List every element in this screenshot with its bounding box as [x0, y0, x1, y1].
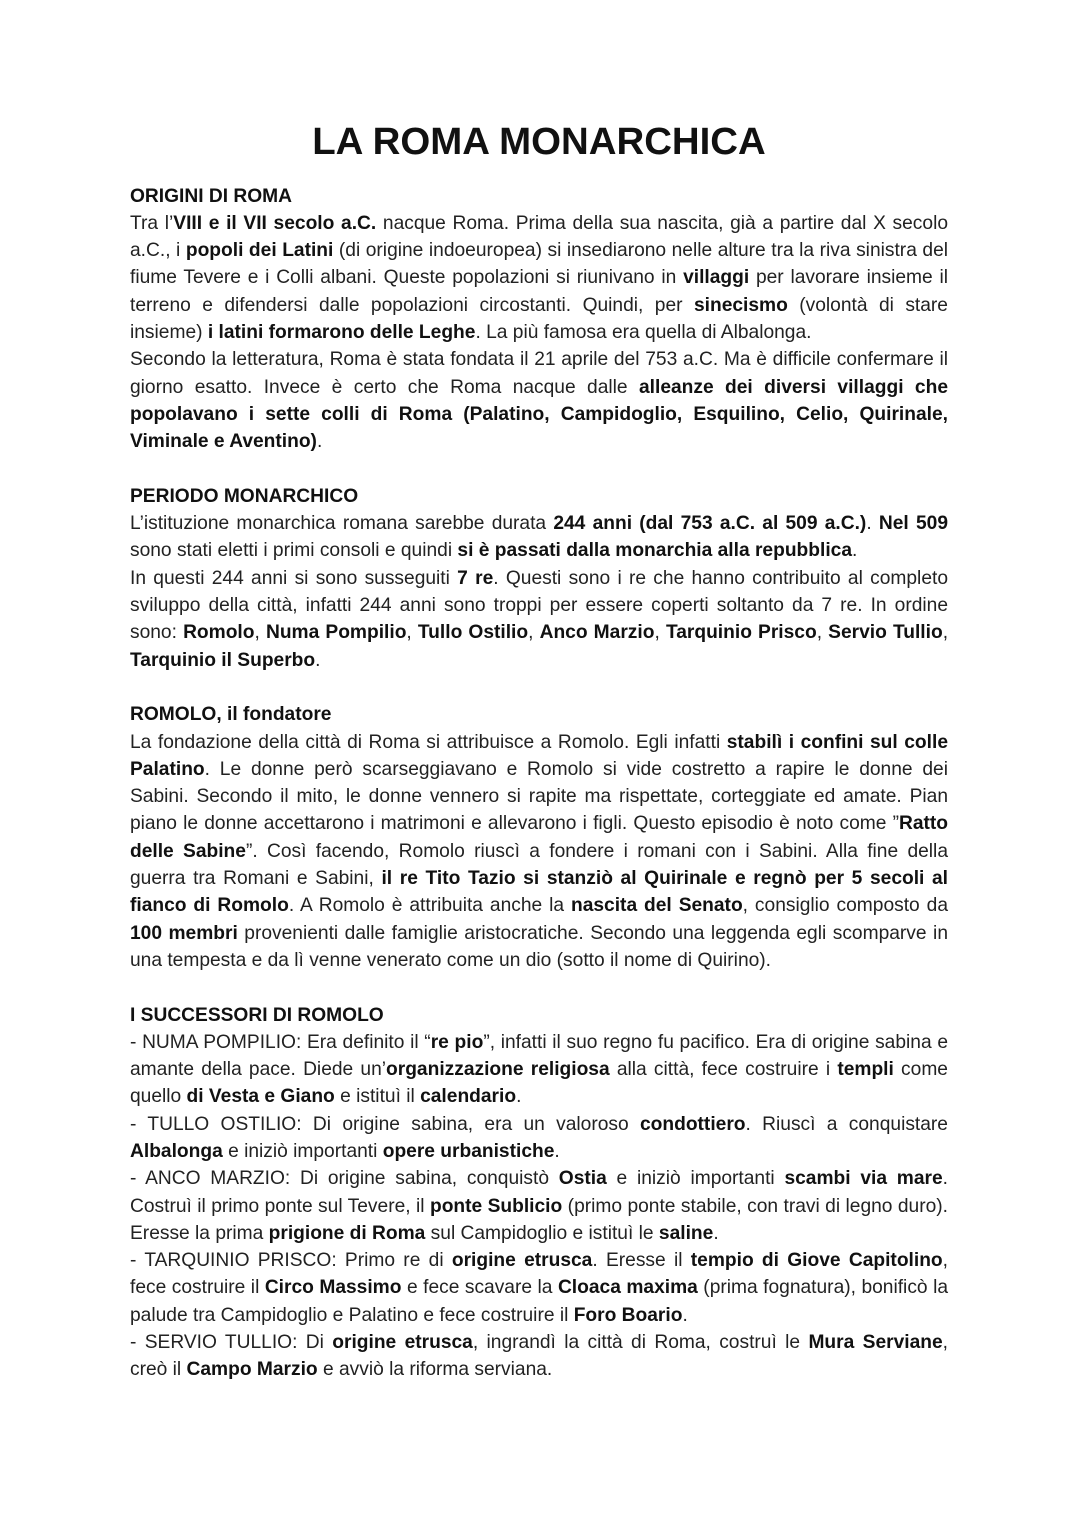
bold-text: Circo Massimo: [264, 1277, 402, 1299]
list-item-tarquinio-prisco: [130, 1247, 948, 1329]
text-run: , ingrandì la città di Roma, costruì le: [472, 1332, 809, 1354]
text-run: .: [852, 540, 858, 562]
text-run: L’istituzione monarchica romana sarebbe durata: [130, 513, 554, 535]
bold-text: Ratto delle Sabine: [130, 813, 948, 862]
text-run: (primo ponte stabile, con travi di legno duro). Eresse la prima: [130, 1195, 949, 1244]
text-run: e fece scavare la: [401, 1277, 558, 1299]
bold-text: Anco Marzio: [539, 622, 655, 644]
text-run: provenienti dalle famiglie aristocratiche. Secondo una leggenda egli scomparve in una tempesta e da lì venne venerato come un dio (sotto il nome di Quirino).: [130, 922, 948, 971]
text-run: e iniziò importanti: [222, 1140, 383, 1162]
bold-text: re pio: [430, 1031, 484, 1053]
bold-text: opere urbanistiche: [382, 1140, 555, 1162]
text-run: , creò il: [130, 1332, 948, 1381]
bold-text: Foro Boario: [573, 1304, 683, 1326]
bold-text: sinecismo: [693, 294, 788, 316]
section-periodo-monarchico: [130, 483, 948, 674]
bold-text: condottiero: [639, 1113, 746, 1135]
text-run: sul Campidoglio e istituì le: [425, 1222, 659, 1244]
text-run: e istituì il: [334, 1086, 421, 1108]
text-run: ”, infatti il suo regno fu pacifico. Era di origine sabina e amante della pace. Diede un’: [130, 1031, 948, 1081]
text-run: - TARQUINIO PRISCO: Primo re di: [130, 1250, 452, 1272]
bold-text: origine etrusca: [451, 1250, 593, 1272]
text-run: . La più famosa era quella di Albalonga.: [475, 322, 812, 344]
text-run: ,: [254, 622, 266, 644]
bold-text: origine etrusca: [332, 1332, 473, 1354]
bold-text: Tarquinio Prisco: [665, 622, 817, 644]
text-run: ,: [406, 622, 418, 644]
document-page: [130, 120, 949, 1411]
bold-text: ponte Sublicio: [429, 1195, 563, 1217]
text-run: ”. Così facendo, Romolo riuscì a fondere i romani con i Sabini. Alla fine della guerra tra Romani e Sabini,: [130, 840, 948, 890]
list-item-anco-marzio: [130, 1165, 948, 1247]
text-run: (prima fognatura), bonificò la palude tra Campidoglio e Palatino e fece costruire il: [130, 1277, 948, 1326]
text-run: (di origine indoeuropea) si insediarono nelle alture tra la riva sinistra del fiume Tevere e i Colli albani. Queste popolazioni si riunivano in: [130, 240, 948, 289]
text-run: alla città, fece costruire i: [609, 1059, 838, 1081]
text-run: .: [315, 649, 321, 671]
bold-text: Tullo Ostilio: [417, 622, 529, 644]
text-run: - SERVIO TULLIO: Di: [130, 1332, 333, 1354]
bold-text: scambi via mare: [784, 1168, 943, 1190]
bold-text: VIII e il VII secolo a.C.: [173, 212, 377, 234]
text-run: . A Romolo è attribuita anche la: [288, 895, 571, 917]
bold-text: il re Tito Tazio si stanziò al Quirinale e regnò per 5 secoli al fianco di Romolo: [130, 868, 948, 917]
bold-text: organizzazione religiosa: [386, 1059, 610, 1081]
text-run: , fece costruire il: [130, 1250, 948, 1299]
bold-text: 244 anni (dal 753 a.C. al 509 a.C.): [553, 513, 867, 535]
text-run: , consiglio composto da: [742, 895, 948, 917]
text-run: e iniziò importanti: [606, 1168, 785, 1190]
bold-text: Cloaca maxima: [557, 1277, 698, 1299]
bold-text: popoli dei Latini: [185, 240, 334, 262]
bold-text: saline: [658, 1222, 714, 1244]
section-heading: PERIODO MONARCHICO: [130, 485, 359, 507]
section-origini-di-roma: [130, 183, 948, 456]
text-run: .: [554, 1140, 560, 1162]
section-heading: ROMOLO, il fondatore: [130, 704, 332, 726]
paragraph: [130, 510, 948, 565]
text-run: . Riuscì a conquistare: [745, 1113, 948, 1135]
paragraph: [130, 346, 948, 455]
bold-text: stabilì i confini sul colle Palatino: [130, 731, 948, 780]
text-run: Secondo la letteratura, Roma è stata fondata il 21 aprile del 753 a.C. Ma è difficile confermare il giorno esatto. Invece è certo che Roma nacque dalle: [130, 349, 948, 398]
text-run: .: [713, 1222, 719, 1244]
text-run: ,: [654, 622, 666, 644]
text-run: . Eresse il: [592, 1250, 691, 1272]
bold-text: Nel 509: [878, 513, 948, 535]
bold-text: Tarquinio il Superbo: [130, 649, 316, 671]
text-run: (volontà di stare insieme): [130, 294, 948, 344]
text-run: sono stati eletti i primi consoli e quindi: [130, 540, 458, 562]
section-heading: ORIGINI DI ROMA: [130, 185, 293, 207]
bold-text: templi: [837, 1059, 894, 1081]
text-run: come quello: [130, 1059, 948, 1108]
bold-text: Numa Pompilio: [265, 622, 407, 644]
text-run: - NUMA POMPILIO: Era definito il “: [130, 1031, 431, 1053]
bold-text: si è passati dalla monarchia alla repubblica: [457, 540, 852, 562]
text-run: . Le donne però scarseggiavano e Romolo si vide costretto a rapire le donne dei Sabini. Secondo il mito, le donne vennero si rapite ma rispettate, corteggiate ed amate. Pian piano le donne accettarono i matrimoni e allevarono i figli. Questo episodio è noto come ”: [130, 758, 948, 835]
text-run: .: [316, 431, 323, 453]
text-run: - ANCO MARZIO: Di origine sabina, conquistò: [130, 1168, 559, 1190]
bold-text: nascita del Senato: [570, 895, 743, 917]
bold-text: Romolo: [183, 622, 255, 644]
list-item-numa-pompilio: [130, 1029, 948, 1111]
bold-text: calendario: [420, 1086, 517, 1108]
section-heading: I SUCCESSORI DI ROMOLO: [130, 1004, 384, 1026]
bold-text: villaggi: [683, 267, 750, 289]
bold-text: alleanze dei diversi villaggi che popolavano i sette colli di Roma (Palatino, Campidoglio, Esquilino, Celio, Quirinale, Viminale e Aventino): [130, 376, 948, 453]
document-title: LA ROMA MONARCHICA: [312, 120, 766, 163]
bold-text: 100 membri: [130, 922, 238, 944]
bold-text: Albalonga: [130, 1140, 223, 1162]
bold-text: Mura Serviane: [808, 1332, 943, 1354]
bold-text: Ostia: [558, 1168, 607, 1190]
text-run: - TULLO OSTILIO: Di origine sabina, era un valoroso: [130, 1113, 640, 1135]
text-run: .: [866, 513, 879, 535]
list-item-tullo-ostilio: [130, 1111, 948, 1166]
text-run: In questi 244 anni si sono susseguiti: [130, 567, 458, 589]
bold-text: i latini formarono delle Leghe: [207, 322, 476, 344]
section-romolo-il-fondatore: [130, 701, 948, 974]
text-run: Tra l’: [130, 212, 174, 234]
text-run: . Questi sono i re che hanno contribuito al completo sviluppo della città, infatti 244 anni sono troppi per essere coperti soltanto da 7 re. In ordine sono:: [130, 567, 948, 644]
text-run: ,: [816, 622, 829, 644]
bold-text: tempio di Giove Capitolino: [690, 1250, 943, 1272]
bold-text: Campo Marzio: [186, 1359, 318, 1381]
text-run: e avviò la riforma serviana.: [317, 1359, 553, 1381]
text-run: nacque Roma. Prima della sua nascita, già a partire dal X secolo a.C., i: [130, 212, 949, 262]
text-run: ,: [528, 622, 540, 644]
bold-text: Servio Tullio: [828, 622, 943, 644]
bold-text: prigione di Roma: [268, 1222, 426, 1244]
text-run: La fondazione della città di Roma si attribuisce a Romolo. Egli infatti: [130, 731, 727, 753]
bold-text: 7 re: [457, 567, 494, 589]
text-run: .: [682, 1304, 688, 1326]
text-run: . Costruì il primo ponte sul Tevere, il: [130, 1168, 948, 1217]
list-item-servio-tullio: [130, 1329, 948, 1384]
paragraph: [130, 210, 948, 346]
text-run: ,: [942, 622, 949, 644]
text-run: .: [516, 1086, 522, 1108]
section-successori-di-romolo: [130, 1002, 948, 1384]
text-run: per lavorare insieme il terreno e difendersi dalle popolazioni circostanti. Quindi, per: [130, 267, 948, 316]
paragraph: [130, 565, 948, 674]
paragraph: [130, 729, 948, 975]
bold-text: di Vesta e Giano: [186, 1086, 335, 1108]
